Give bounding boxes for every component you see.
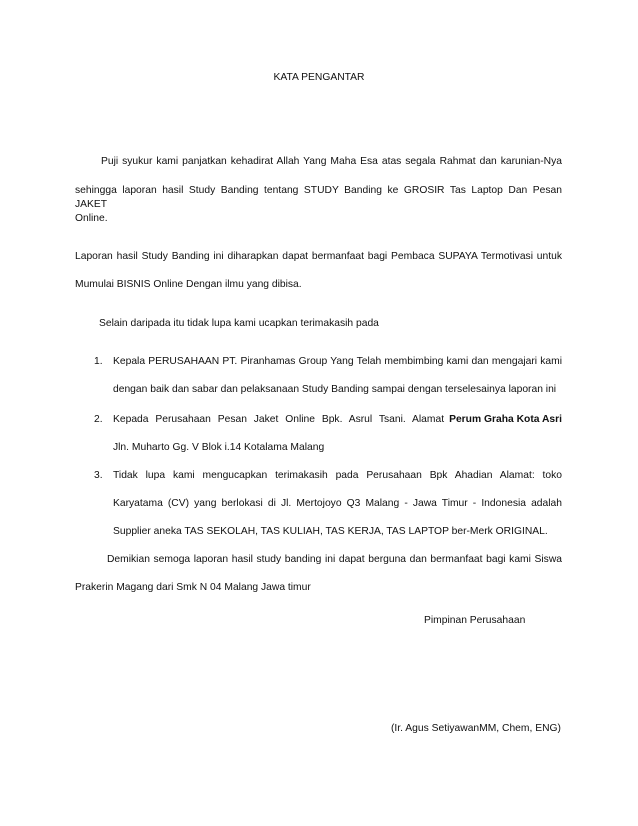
paragraph-2-line-2: Mumulai BISNIS Online Dengan ilmu yang dibisa.: [75, 279, 302, 290]
list-item-3-number: 3.: [94, 470, 103, 481]
list-item-2-number: 2.: [94, 414, 103, 425]
list-item-3-line-2: Karyatama (CV) yang berlokasi di Jl. Mertojoyo Q3 Malang - Jawa Timur - Indonesia adalah: [113, 498, 562, 509]
paragraph-1-line-3: Online.: [75, 213, 108, 224]
paragraph-3: Selain daripada itu tidak lupa kami ucapkan terimakasih pada: [99, 318, 379, 329]
list-item-2-line-1: [113, 413, 562, 427]
list-item-1-line-2: dengan baik dan sabar dan pelaksanaan Study Banding sampai dengan terselesainya laporan ini: [113, 384, 557, 395]
paragraph-4-line-1: Demikian semoga laporan hasil study banding ini dapat berguna dan bermanfaat bagi kami Siswa: [107, 554, 562, 565]
list-item-2-line-2: Jln. Muharto Gg. V Blok i.14 Kotalama Malang: [113, 442, 325, 453]
list-item-2-address-bold: Perum Graha Kota Asri: [449, 414, 562, 425]
list-item-3-line-3: Supplier aneka TAS SEKOLAH, TAS KULIAH, TAS KERJA, TAS LAPTOP ber-Merk ORIGINAL.: [113, 526, 548, 537]
paragraph-1-line-2: sehingga laporan hasil Study Banding tentang STUDY Banding ke GROSIR Tas Laptop Dan Pesan JAKET: [75, 185, 562, 210]
list-item-2-line-1-plain: Kepada Perusahaan Pesan Jaket Online Bpk. Asrul Tsani. Alamat: [113, 414, 445, 425]
list-item-3-line-1: Tidak lupa kami mengucapkan terimakasih pada Perusahaan Bpk Ahadian Alamat: toko: [113, 470, 562, 481]
page-title: KATA PENGANTAR: [273, 72, 365, 83]
paragraph-2-line-1: Laporan hasil Study Banding ini diharapkan dapat bermanfaat bagi Pembaca SUPAYA Termotivasi untuk: [75, 251, 562, 262]
paragraph-4-line-2: Prakerin Magang dari Smk N 04 Malang Jawa timur: [75, 582, 311, 593]
list-item-1-number: 1.: [94, 356, 103, 367]
paragraph-1-line-1: Puji syukur kami panjatkan kehadirat Allah Yang Maha Esa atas segala Rahmat dan karunian-Nya: [101, 156, 562, 167]
signature-name: (Ir. Agus SetiyawanMM, Chem, ENG): [391, 723, 561, 734]
list-item-1-line-1: Kepala PERUSAHAAN PT. Piranhamas Group Yang Telah membimbing kami dan mengajari kami: [113, 356, 562, 367]
signature-role: Pimpinan Perusahaan: [424, 615, 526, 626]
